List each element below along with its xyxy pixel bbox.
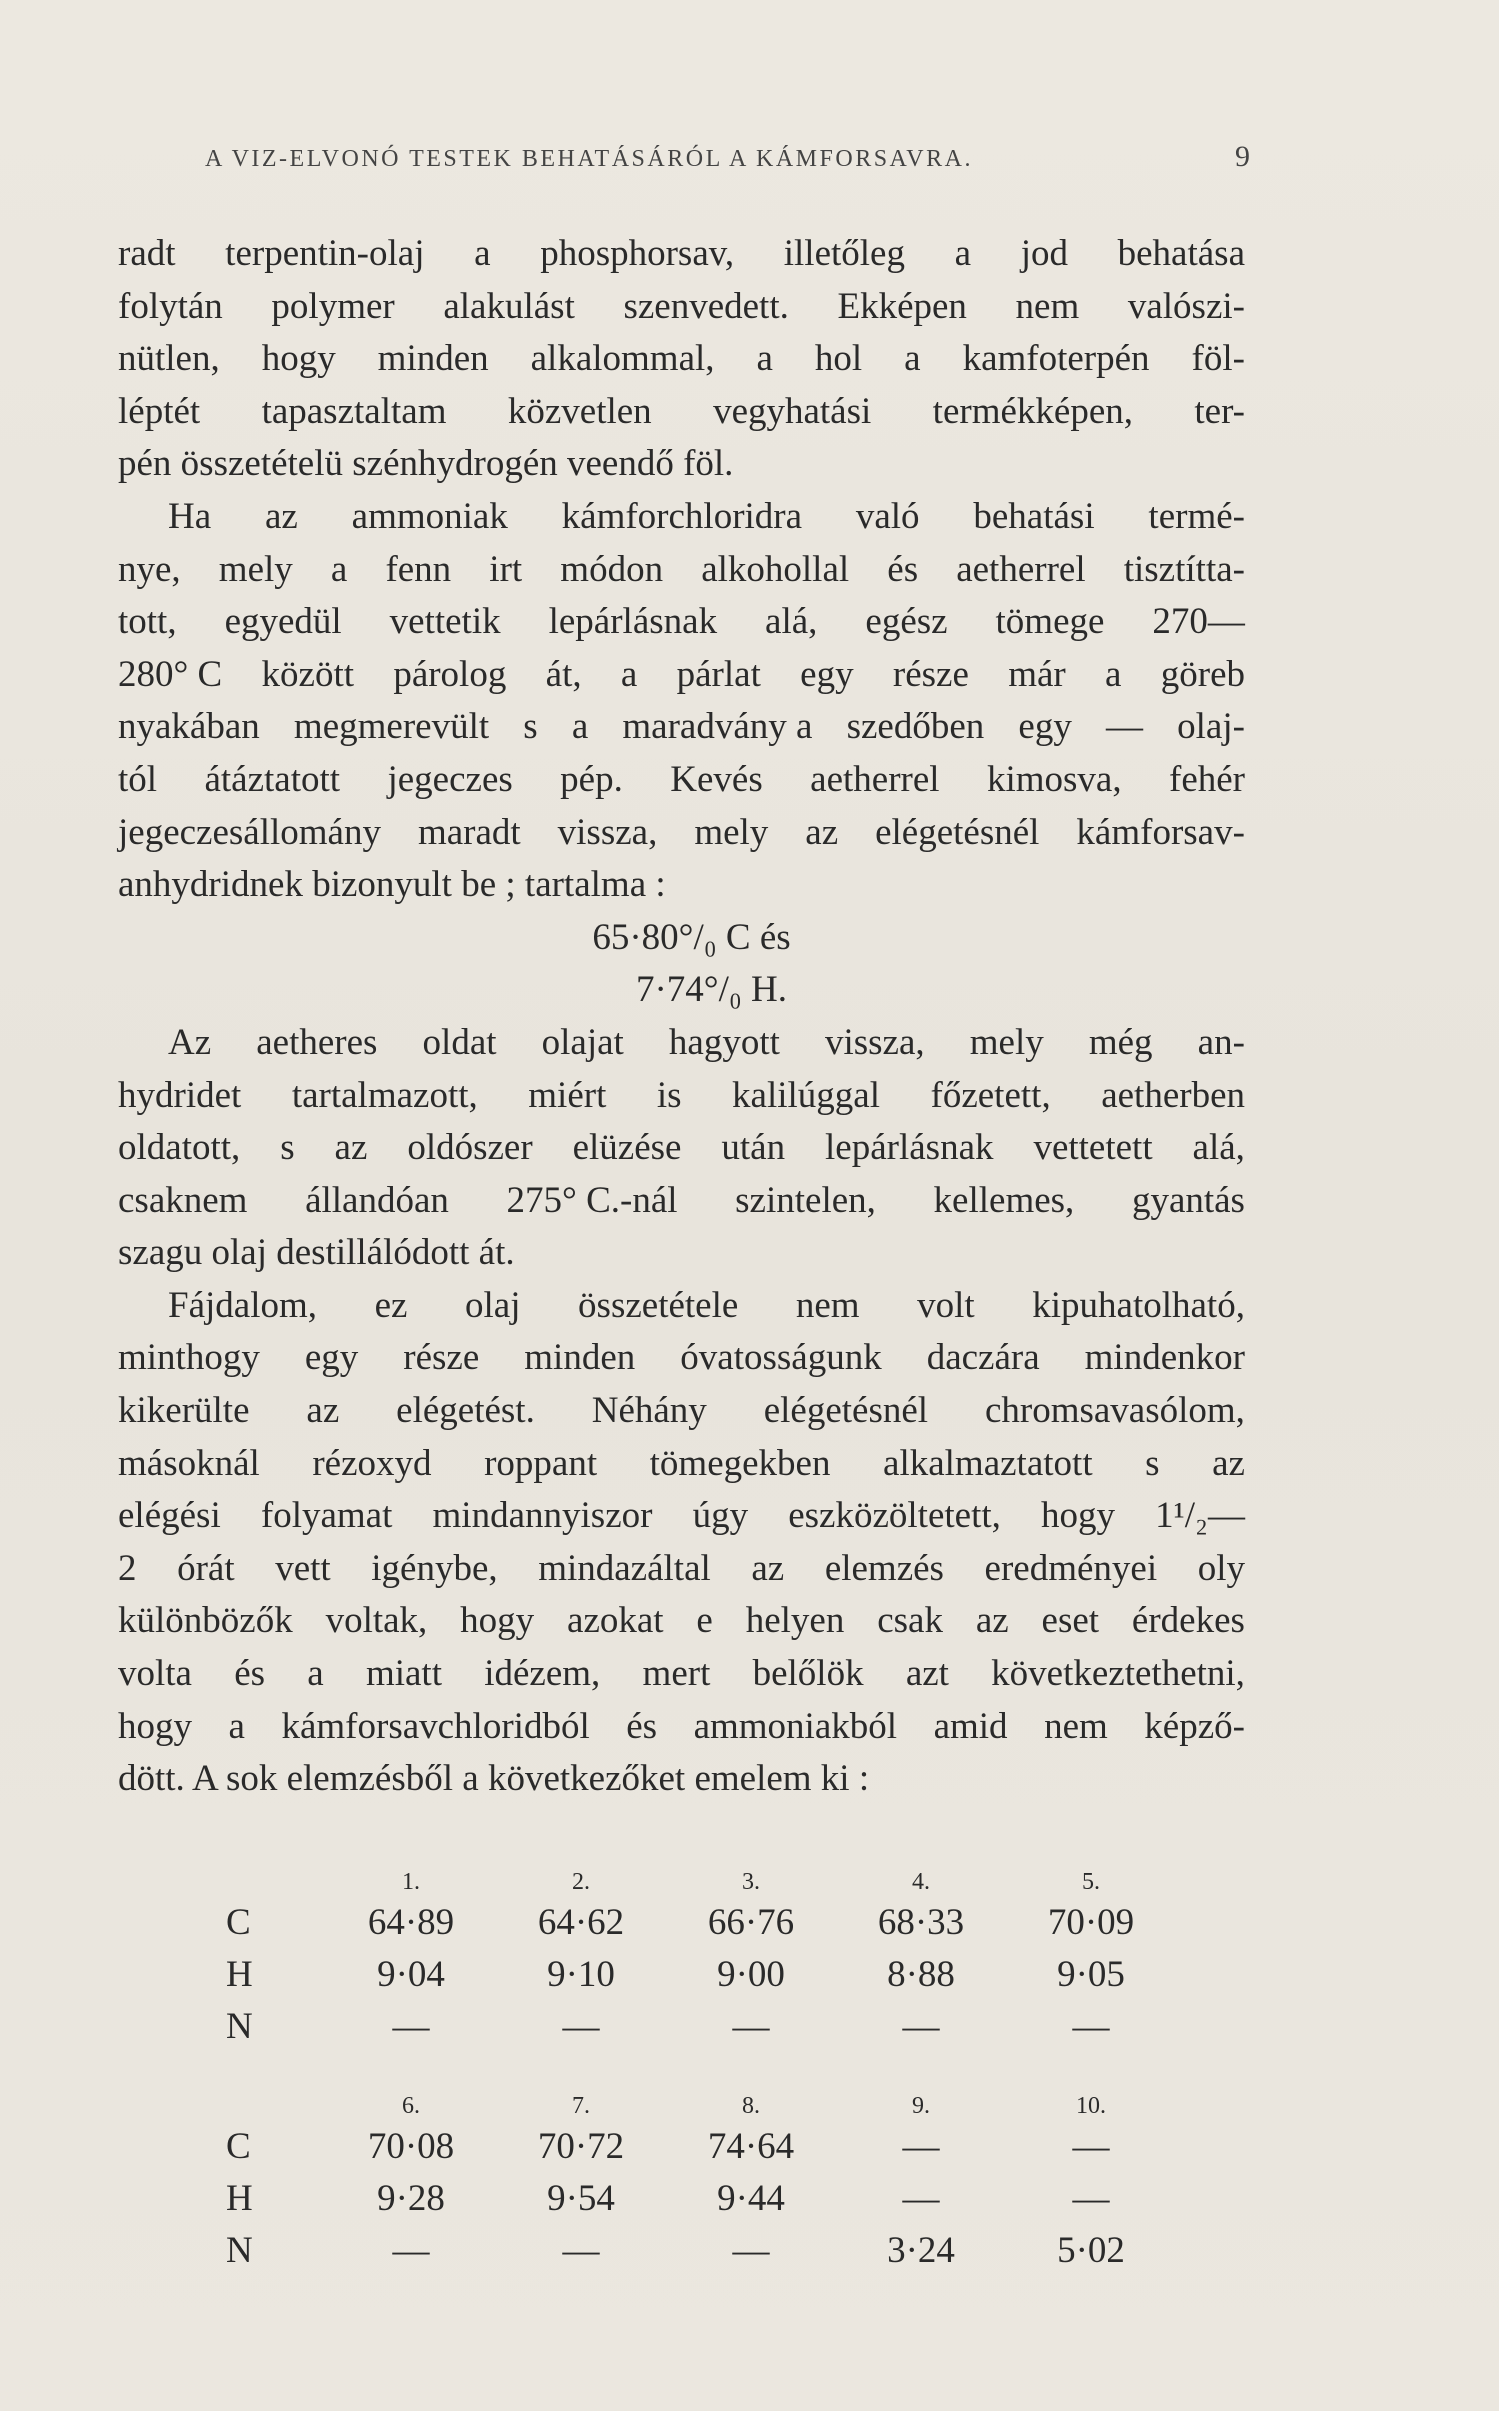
word: párolog (393, 653, 507, 695)
analysis-tables (118, 1850, 1245, 2276)
word: hogy (261, 338, 336, 380)
word: polymer (271, 285, 395, 327)
text-line (118, 1122, 1245, 1175)
table-row (118, 2172, 1176, 2224)
word: az (264, 495, 298, 537)
word: a (330, 548, 348, 590)
word: egy (1018, 706, 1072, 748)
table-cell: 66·76 (707, 1901, 795, 1943)
element-symbol: C (226, 2125, 251, 2167)
word: különbözők (118, 1600, 293, 1642)
word: főzetett, (930, 1074, 1051, 1116)
word: Az (168, 1021, 212, 1063)
table-cell: 3·24 (887, 2229, 955, 2271)
word: mindazáltal (538, 1547, 711, 1589)
text-line (118, 1070, 1245, 1123)
table-cell: — (562, 2005, 600, 2047)
word: szedőben (846, 706, 985, 748)
word: ter- (1194, 390, 1245, 432)
element-symbol: H (226, 2177, 253, 2219)
table-cell: 5·02 (1057, 2229, 1125, 2271)
word: roppant (484, 1442, 598, 1484)
text-line (118, 1280, 1245, 1333)
text-line (118, 1490, 1245, 1543)
word: oldatott, (118, 1127, 241, 1169)
word: Kevés (670, 758, 763, 800)
word: elégetést. (396, 1390, 535, 1432)
table-cell: — (732, 2005, 770, 2047)
word: 270— (1152, 601, 1245, 643)
word: még (1088, 1021, 1153, 1063)
word: folyamat (260, 1495, 393, 1537)
word: kámforsavchloridból (281, 1705, 590, 1747)
line-text: anhydridnek bizonyult be ; tartalma : (118, 864, 666, 906)
word: egy (304, 1337, 359, 1379)
table-cell: — (1072, 2125, 1110, 2167)
table-cell: — (562, 2229, 600, 2271)
word: alkohollal (701, 548, 850, 590)
table-row (118, 1948, 1176, 2000)
word: tapasztaltam (261, 390, 447, 432)
text-line (118, 491, 1245, 544)
word: a (571, 706, 589, 748)
word: termékképen, (932, 390, 1133, 432)
table-cell: 74·64 (707, 2125, 795, 2167)
word: gyantás (1131, 1179, 1245, 1221)
word: úgy (692, 1495, 749, 1537)
word: már (1008, 653, 1066, 695)
word: aetherben (1101, 1074, 1245, 1116)
column-number: 6. (402, 2093, 420, 2119)
word: vettetik (389, 601, 501, 643)
column-number: 5. (1082, 1869, 1100, 1895)
text-line (118, 1438, 1245, 1491)
word: volta (118, 1653, 192, 1695)
table-cell: 70·08 (367, 2125, 455, 2167)
word: után (721, 1127, 786, 1169)
column-number: 7. (572, 2093, 590, 2119)
analysis-table (118, 1850, 1176, 2052)
word: phosphorsav, (540, 233, 735, 274)
text-line (118, 1648, 1245, 1701)
word: rézoxyd (312, 1442, 432, 1484)
text-line (118, 1701, 1245, 1754)
table-header-row (118, 2074, 1176, 2120)
word: hagyott (668, 1021, 780, 1063)
word: elemzés (824, 1547, 944, 1589)
word: kámforsav- (1076, 811, 1245, 853)
word: kipuhatolható, (1032, 1284, 1245, 1326)
table-cell: — (392, 2229, 430, 2271)
word: kikerülte (118, 1390, 250, 1432)
word: behatása (1117, 233, 1245, 274)
word: terpentin-olaj (225, 233, 425, 274)
table-gap (118, 2052, 1245, 2074)
word: módon (560, 548, 664, 590)
text-line (118, 1332, 1245, 1385)
word: egész (865, 601, 948, 643)
word: tömegekben (649, 1442, 831, 1484)
word: oldószer (407, 1127, 533, 1169)
word: azt (905, 1653, 949, 1695)
word: aetherrel (810, 758, 940, 800)
word: azokat (567, 1600, 664, 1642)
column-number: 4. (912, 1869, 930, 1895)
text-line (118, 754, 1245, 807)
element-symbol: H (226, 1953, 253, 1995)
word: az (975, 1600, 1009, 1642)
word: a (307, 1653, 324, 1695)
table-cell: 70·72 (537, 2125, 625, 2167)
word: mert (642, 1653, 711, 1695)
word: való (855, 495, 920, 537)
word: nem (1015, 285, 1080, 327)
word: hogy (1041, 1495, 1116, 1537)
word: vett (275, 1547, 331, 1589)
line-text: 7·74°/₀ H. (635, 969, 788, 1011)
word: Ekképen (837, 285, 967, 327)
page-number: 9 (1235, 140, 1250, 173)
table-cell: 9·04 (377, 1953, 445, 1995)
word: és (626, 1705, 658, 1747)
word: óvatosságunk (680, 1337, 882, 1379)
word: 275° C.-nál (506, 1179, 678, 1221)
body-text (118, 228, 1245, 1806)
word: csaknem (118, 1179, 248, 1221)
word: alá, (1192, 1127, 1245, 1169)
element-symbol: N (226, 2005, 253, 2047)
column-number: 3. (742, 1869, 760, 1895)
word: jegeczesállomány (118, 811, 381, 853)
word: s (523, 706, 538, 748)
word: an- (1197, 1021, 1245, 1063)
word: párlat (676, 653, 761, 695)
word: a (228, 1705, 245, 1747)
word: igénybe, (371, 1547, 498, 1589)
text-line (118, 649, 1245, 702)
text-line (118, 1017, 1245, 1070)
word: következtethetni, (991, 1653, 1245, 1695)
word: termé- (1148, 495, 1245, 537)
word: alá, (765, 601, 818, 643)
word: hydridet (118, 1074, 242, 1116)
word: e (696, 1600, 713, 1642)
table-cell: 9·05 (1057, 1953, 1125, 1995)
word: kámforchloridra (561, 495, 803, 537)
word: Fájdalom, (168, 1284, 318, 1326)
word: s (1145, 1442, 1160, 1484)
word: elégetésnél (763, 1390, 929, 1432)
word: 1¹/₂— (1155, 1495, 1245, 1537)
table-row (118, 2224, 1176, 2276)
word: a (474, 233, 491, 274)
word: oldat (422, 1021, 497, 1063)
line-text: dött. A sok elemzésből a következőket emelem ki : (118, 1758, 870, 1800)
table-cell: — (1072, 2177, 1110, 2219)
word: minden (524, 1337, 636, 1379)
word: alakulást (443, 285, 575, 327)
word: mindenkor (1084, 1337, 1245, 1379)
word: a (620, 653, 638, 695)
word: folytán (118, 285, 223, 327)
text-line (118, 964, 1245, 1017)
word: egy (800, 653, 854, 695)
column-number: 10. (1076, 2093, 1106, 2119)
word: volt (917, 1284, 975, 1326)
word: irt (489, 548, 523, 590)
word: elüzése (572, 1127, 682, 1169)
word: nyakában (118, 706, 260, 748)
word: nütlen, (118, 338, 220, 380)
word: az (751, 1547, 785, 1589)
word: elégetésnél (875, 811, 1040, 853)
word: összetétele (578, 1284, 739, 1326)
table-cell: — (902, 2005, 940, 2047)
word: mely (969, 1021, 1044, 1063)
word: kalilúggal (732, 1074, 881, 1116)
column-number: 1. (402, 1869, 420, 1895)
word: olaj- (1177, 706, 1245, 748)
word: állandóan (305, 1179, 449, 1221)
table-cell: 70·09 (1047, 1901, 1135, 1943)
word: vettetett (1033, 1127, 1153, 1169)
text-line (118, 1227, 1245, 1280)
word: az (334, 1127, 368, 1169)
word: másoknál (118, 1442, 260, 1484)
word: amid (933, 1705, 1008, 1747)
text-line (118, 1753, 1245, 1806)
word: tartalmazott, (291, 1074, 478, 1116)
word: voltak, (325, 1600, 428, 1642)
word: alkalmaztatott (883, 1442, 1093, 1484)
text-line (118, 1543, 1245, 1596)
word: hol (814, 338, 863, 380)
word: minthogy (118, 1337, 260, 1379)
word: tisztítta- (1123, 548, 1245, 590)
table-row (118, 2000, 1176, 2052)
word: eszközöltetett, (788, 1495, 1001, 1537)
word: miatt (365, 1653, 442, 1695)
word: radt (118, 233, 176, 274)
table-row (118, 2120, 1176, 2172)
word: maradt (417, 811, 521, 853)
word: és (887, 548, 919, 590)
word: aetheres (256, 1021, 378, 1063)
word: jod (1020, 233, 1068, 274)
text-line (118, 807, 1245, 860)
table-header-row (118, 1850, 1176, 1896)
word: 280° C (118, 653, 223, 695)
word: Ha (168, 495, 212, 537)
header-spacer (118, 2074, 326, 2120)
text-line (118, 1175, 1245, 1228)
table-cell: — (902, 2177, 940, 2219)
header-spacer (118, 1850, 326, 1896)
line-text: 65·80°/₀ C és (592, 916, 791, 958)
word: megmerevült (293, 706, 490, 748)
word: léptét (118, 390, 201, 432)
element-symbol: N (226, 2229, 253, 2271)
word: szenvedett. (623, 285, 789, 327)
word: ammoniak (351, 495, 508, 537)
word: vissza, (557, 811, 658, 853)
word: hogy (460, 1600, 535, 1642)
word: chromsavasólom, (984, 1390, 1245, 1432)
word: az (805, 811, 839, 853)
text-line (118, 333, 1245, 386)
word: a (904, 338, 921, 380)
text-line (118, 859, 1245, 912)
word: átáztatott (204, 758, 341, 800)
table-row (118, 1896, 1176, 1948)
word: helyen (745, 1600, 845, 1642)
line-text: pén összetételü szénhydrogén veendő föl. (118, 443, 734, 485)
table-cell: 9·54 (547, 2177, 615, 2219)
word: kamfoterpén (962, 338, 1150, 380)
word: behatási (973, 495, 1095, 537)
word: az (306, 1390, 340, 1432)
word: hogy (118, 1705, 192, 1747)
word: képző- (1144, 1705, 1245, 1747)
table-cell: — (1072, 2005, 1110, 2047)
table-cell: 9·28 (377, 2177, 445, 2219)
word: vissza, (824, 1021, 925, 1063)
word: nye, (118, 548, 181, 590)
word: aetherrel (956, 548, 1086, 590)
column-number: 2. (572, 1869, 590, 1895)
word: órát (177, 1547, 235, 1589)
text-line (118, 386, 1245, 439)
text-line (118, 701, 1245, 754)
table-cell: — (732, 2229, 770, 2271)
word: és (234, 1653, 266, 1695)
word: egyedül (224, 601, 342, 643)
table-cell: 9·00 (717, 1953, 785, 1995)
word: a (954, 233, 972, 274)
running-head (205, 140, 1250, 174)
table-cell: 64·89 (367, 1901, 455, 1943)
word: pép. (560, 758, 623, 800)
word: mely (218, 548, 293, 590)
table-cell: — (392, 2005, 430, 2047)
table-cell: 9·10 (547, 1953, 615, 1995)
word: része (892, 653, 969, 695)
word: kimosva, (986, 758, 1122, 800)
word: nem (1044, 1705, 1108, 1747)
word: — (1105, 706, 1143, 748)
word: érdekes (1131, 1600, 1245, 1642)
word: is (656, 1074, 682, 1116)
word: közvetlen (507, 390, 652, 432)
word: szintelen, (735, 1179, 876, 1221)
word: s (280, 1127, 295, 1169)
text-line (118, 912, 1245, 965)
word: ez (374, 1284, 408, 1326)
text-line (118, 596, 1245, 649)
word: fenn (385, 548, 452, 590)
line-text: szagu olaj destillálódott át. (118, 1232, 515, 1274)
word: valószi- (1127, 285, 1245, 327)
word: ammoniakból (693, 1705, 898, 1747)
table-cell: 9·44 (717, 2177, 785, 2219)
table-cell: 68·33 (877, 1901, 965, 1943)
word: tömege (995, 601, 1105, 643)
word: az (1212, 1442, 1245, 1484)
analysis-table (118, 2074, 1176, 2276)
word: elégési (118, 1495, 221, 1537)
text-line (118, 544, 1245, 597)
text-line (118, 281, 1245, 334)
word: át, (545, 653, 582, 695)
word: kellemes, (933, 1179, 1075, 1221)
table-cell: — (902, 2125, 940, 2167)
element-symbol: C (226, 1901, 251, 1943)
word: része (403, 1337, 480, 1379)
word: vegyhatási (713, 390, 872, 432)
word: lepárlásnak (548, 601, 718, 643)
word: olajat (541, 1021, 624, 1063)
word: Néhány (591, 1390, 707, 1432)
word: göreb (1160, 653, 1245, 695)
word: oly (1197, 1547, 1245, 1589)
word: a (756, 338, 773, 380)
text-line (118, 438, 1245, 491)
word: mely (694, 811, 769, 853)
table-cell: 64·62 (537, 1901, 625, 1943)
word: alkalommal, (530, 338, 715, 380)
word: 2 (118, 1547, 137, 1589)
table-cell: 8·88 (887, 1953, 955, 1995)
word: jegeczes (387, 758, 513, 800)
running-head-title: A VIZ-ELVONÓ TESTEK BEHATÁSÁRÓL A KÁMFORSAVRA. (205, 146, 973, 172)
word: eset (1041, 1600, 1100, 1642)
text-line (118, 228, 1245, 281)
word: a (1105, 653, 1122, 695)
text-line (118, 1595, 1245, 1648)
column-number: 9. (912, 2093, 930, 2119)
word: lepárlásnak (825, 1127, 994, 1169)
word: föl- (1191, 338, 1245, 380)
word: daczára (926, 1337, 1040, 1379)
word: tott, (118, 601, 177, 643)
column-number: 8. (742, 2093, 760, 2119)
word: csak (877, 1600, 943, 1642)
text-line (118, 1385, 1245, 1438)
word: mindannyiszor (432, 1495, 653, 1537)
word: fehér (1169, 758, 1245, 800)
word: eredményei (984, 1547, 1158, 1589)
word: minden (377, 338, 489, 380)
word: nem (795, 1284, 860, 1326)
word: maradvány a (622, 706, 813, 748)
word: belőlök (752, 1653, 864, 1695)
word: között (261, 653, 355, 695)
word: idézem, (484, 1653, 601, 1695)
word: illetőleg (783, 233, 905, 274)
word: tól (118, 758, 158, 800)
word: miért (528, 1074, 607, 1116)
word: olaj (465, 1284, 521, 1326)
